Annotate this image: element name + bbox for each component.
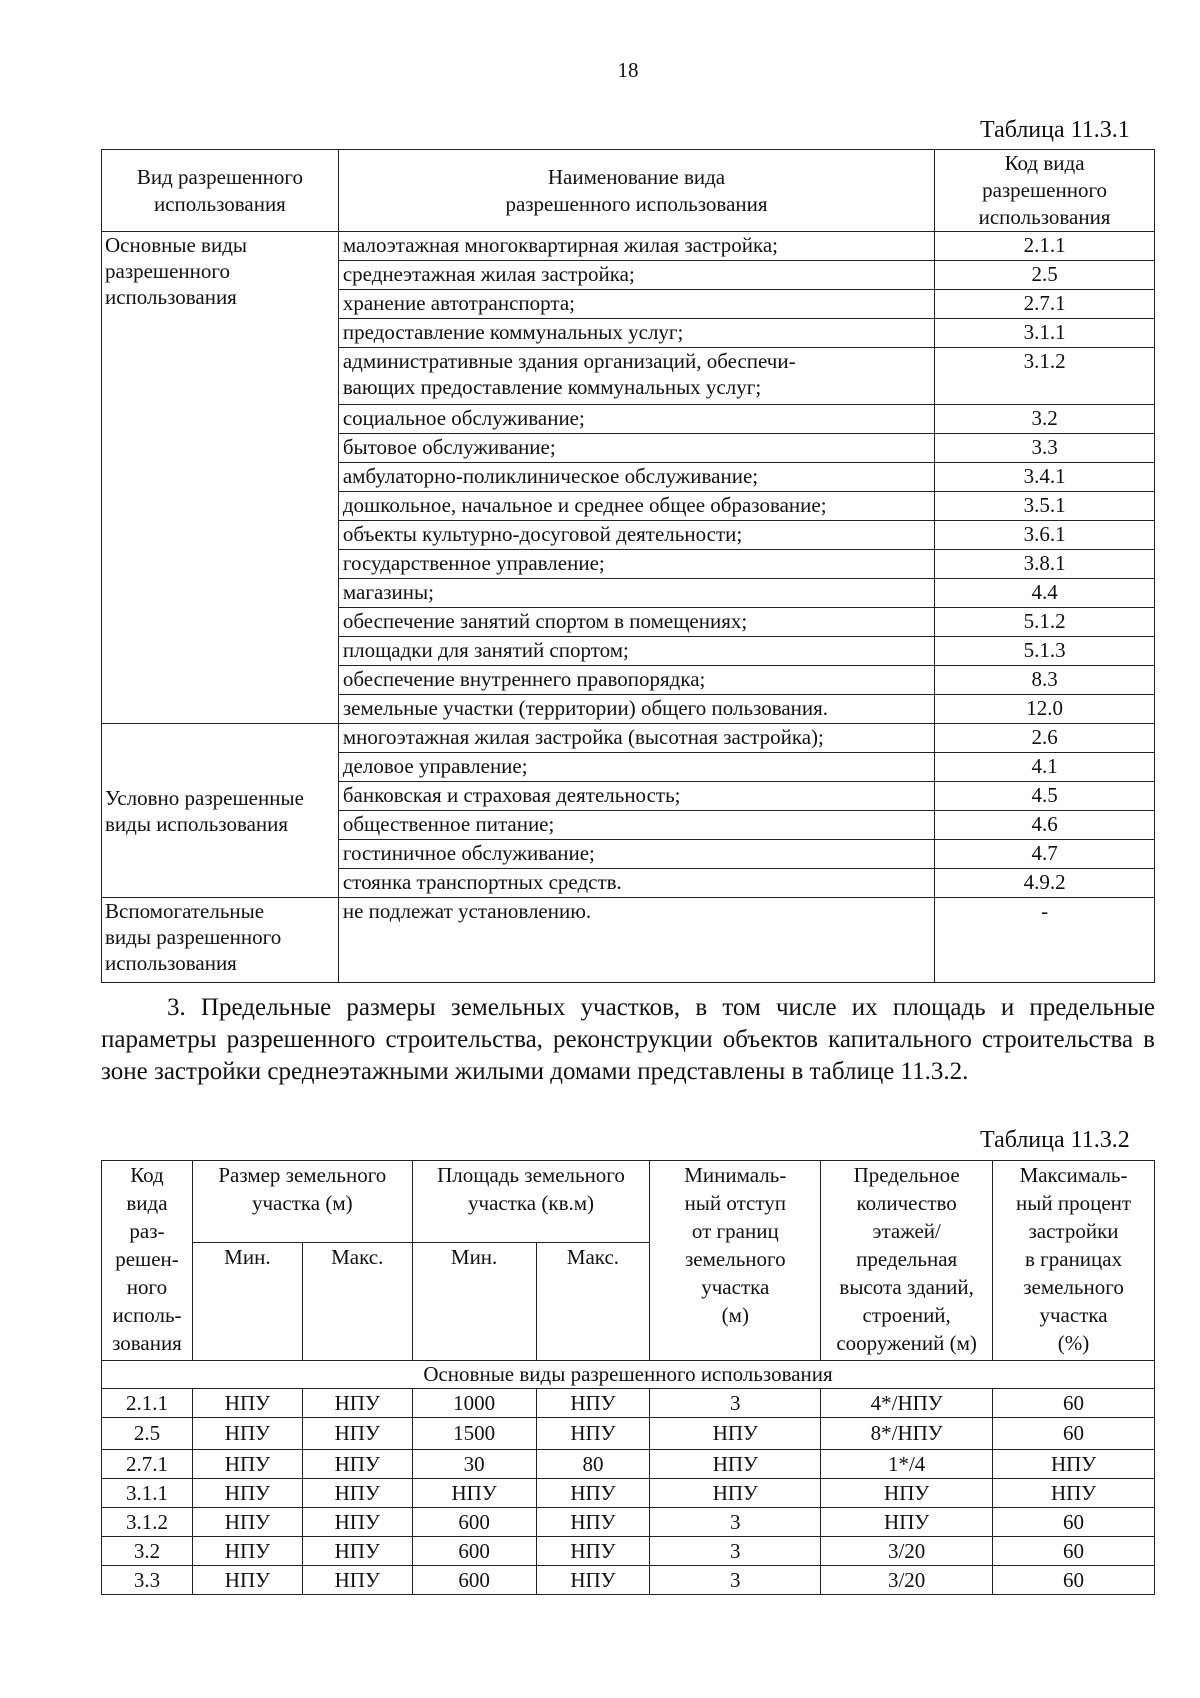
cell: НПУ [302, 1389, 412, 1418]
cell: НПУ [650, 1479, 821, 1508]
cell: НПУ [650, 1418, 821, 1450]
cell: НПУ [192, 1537, 302, 1566]
use-name: площадки для занятий спортом; [338, 637, 934, 666]
use-name: банковская и страховая деятельность; [338, 782, 934, 811]
cell: 3.1.2 [102, 1508, 193, 1537]
use-name: земельные участки (территории) общего пользования. [338, 695, 934, 724]
cell: НПУ [192, 1418, 302, 1450]
use-name: среднеэтажная жилая застройка; [338, 261, 934, 290]
plot-parameters-table [101, 1160, 1155, 1595]
header-size-min: Мин. [192, 1243, 302, 1361]
table-row [102, 1537, 1155, 1566]
use-code: 5.1.3 [935, 637, 1155, 666]
table-row [102, 232, 1155, 261]
table-row [102, 898, 1155, 983]
cell: 3 [650, 1537, 821, 1566]
cell: 600 [412, 1537, 536, 1566]
use-name: социальное обслуживание; [338, 405, 934, 434]
use-code: 2.5 [935, 261, 1155, 290]
cell: НПУ [821, 1479, 993, 1508]
cell: НПУ [192, 1508, 302, 1537]
cell: НПУ [302, 1479, 412, 1508]
use-code: 12.0 [935, 695, 1155, 724]
use-name: объекты культурно-досуговой деятельности; [338, 521, 934, 550]
cell: 60 [993, 1418, 1155, 1450]
group-conditional-uses: Условно разрешенные виды использования [102, 724, 339, 898]
use-name: государственное управление; [338, 550, 934, 579]
use-name: малоэтажная многоквартирная жилая застройка; [338, 232, 934, 261]
cell: НПУ [536, 1566, 650, 1595]
use-name: обеспечение занятий спортом в помещениях; [338, 608, 934, 637]
use-code: 3.6.1 [935, 521, 1155, 550]
use-code: 3.1.1 [935, 319, 1155, 348]
cell: НПУ [302, 1508, 412, 1537]
body-paragraph: 3. Предельные размеры земельных участков, в том числе их площадь и предельные параметры разрешенного строительства, реконструкции объектов капитального строительства в зоне застройки среднеэтажными жилыми домами представлены в таблице 11.3.2. [101, 994, 1155, 1085]
header-area-min: Мин. [412, 1243, 536, 1361]
table-row [102, 724, 1155, 753]
header-use-code: Код вида разрешенного использования [935, 150, 1155, 232]
cell: 3/20 [821, 1537, 993, 1566]
use-name: амбулаторно-поликлиническое обслуживание; [338, 463, 934, 492]
cell: 3.3 [102, 1566, 193, 1595]
cell: 4*/НПУ [821, 1389, 993, 1418]
cell: 1500 [412, 1418, 536, 1450]
cell: 60 [993, 1537, 1155, 1566]
use-code: 4.4 [935, 579, 1155, 608]
header-floors: Предельное количество этажей/ предельная высота зданий, строений, сооружений (м) [821, 1161, 993, 1361]
cell: НПУ [302, 1566, 412, 1595]
use-name: не подлежат установлению. [338, 898, 934, 983]
cell: НПУ [192, 1566, 302, 1595]
use-name: магазины; [338, 579, 934, 608]
cell: 3.2 [102, 1537, 193, 1566]
table-row [102, 1566, 1155, 1595]
use-code: 8.3 [935, 666, 1155, 695]
table-row [102, 1450, 1155, 1479]
table-row [102, 1479, 1155, 1508]
cell: 60 [993, 1389, 1155, 1418]
use-name: стоянка транспортных средств. [338, 869, 934, 898]
use-name: деловое управление; [338, 753, 934, 782]
use-name: дошкольное, начальное и среднее общее образование; [338, 492, 934, 521]
use-name: административные здания организаций, обеспечи- вающих предоставление коммунальных услуг; [338, 348, 934, 405]
cell: НПУ [302, 1418, 412, 1450]
cell: 3 [650, 1508, 821, 1537]
cell: 1000 [412, 1389, 536, 1418]
header-use-type: Вид разрешенного использования [102, 150, 339, 232]
use-code: 4.7 [935, 840, 1155, 869]
use-name: многоэтажная жилая застройка (высотная застройка); [338, 724, 934, 753]
table-caption: Таблица 11.3.1 [980, 117, 1130, 143]
use-name: бытовое обслуживание; [338, 434, 934, 463]
table-header-row [102, 1161, 1155, 1243]
cell: НПУ [536, 1508, 650, 1537]
use-name: гостиничное обслуживание; [338, 840, 934, 869]
cell: 3/20 [821, 1566, 993, 1595]
cell: 3.1.1 [102, 1479, 193, 1508]
cell: 30 [412, 1450, 536, 1479]
section-title: Основные виды разрешенного использования [102, 1361, 1155, 1389]
permitted-use-table [101, 149, 1155, 983]
group-auxiliary-uses: Вспомогательные виды разрешенного использования [102, 898, 339, 983]
header-coverage: Максималь- ный процент застройки в границах земельного участка (%) [993, 1161, 1155, 1361]
table-header-row [102, 150, 1155, 232]
use-code: 4.5 [935, 782, 1155, 811]
cell: 1*/4 [821, 1450, 993, 1479]
header-plot-area: Площадь земельного участка (кв.м) [412, 1161, 650, 1243]
header-size-max: Макс. [302, 1243, 412, 1361]
cell: НПУ [536, 1479, 650, 1508]
cell: 600 [412, 1566, 536, 1595]
table-row [102, 1418, 1155, 1450]
cell: НПУ [536, 1389, 650, 1418]
header-area-max: Макс. [536, 1243, 650, 1361]
cell: НПУ [302, 1450, 412, 1479]
cell: НПУ [192, 1450, 302, 1479]
cell: 600 [412, 1508, 536, 1537]
header-use-name: Наименование вида разрешенного использования [338, 150, 934, 232]
cell: НПУ [536, 1418, 650, 1450]
table-row [102, 1389, 1155, 1418]
use-name: общественное питание; [338, 811, 934, 840]
use-code: - [935, 898, 1155, 983]
use-code: 3.8.1 [935, 550, 1155, 579]
cell: 2.5 [102, 1418, 193, 1450]
cell: 3 [650, 1566, 821, 1595]
use-code: 2.6 [935, 724, 1155, 753]
cell: НПУ [192, 1479, 302, 1508]
use-code: 3.4.1 [935, 463, 1155, 492]
use-code: 3.1.2 [935, 348, 1155, 405]
cell: НПУ [412, 1479, 536, 1508]
cell: НПУ [993, 1479, 1155, 1508]
use-name: хранение автотранспорта; [338, 290, 934, 319]
cell: НПУ [650, 1450, 821, 1479]
use-code: 3.5.1 [935, 492, 1155, 521]
use-code: 5.1.2 [935, 608, 1155, 637]
cell: НПУ [993, 1450, 1155, 1479]
section-row [102, 1361, 1155, 1389]
header-setback: Минималь- ный отступ от границ земельного участка (м) [650, 1161, 821, 1361]
page-number: 18 [617, 58, 639, 82]
cell: НПУ [536, 1537, 650, 1566]
cell: 60 [993, 1508, 1155, 1537]
group-main-uses: Основные виды разрешенного использования [102, 232, 339, 724]
use-code: 2.1.1 [935, 232, 1155, 261]
use-code: 3.3 [935, 434, 1155, 463]
use-code: 4.9.2 [935, 869, 1155, 898]
header-plot-size: Размер земельного участка (м) [192, 1161, 412, 1243]
cell: 80 [536, 1450, 650, 1479]
use-code: 2.7.1 [935, 290, 1155, 319]
use-code: 3.2 [935, 405, 1155, 434]
use-code: 4.6 [935, 811, 1155, 840]
header-code: Код вида раз- решен- ного исполь- зования [102, 1161, 193, 1361]
table-caption: Таблица 11.3.2 [980, 1127, 1130, 1153]
use-name: обеспечение внутреннего правопорядка; [338, 666, 934, 695]
cell: 2.1.1 [102, 1389, 193, 1418]
cell: 2.7.1 [102, 1450, 193, 1479]
cell: НПУ [192, 1389, 302, 1418]
cell: 3 [650, 1389, 821, 1418]
use-name: предоставление коммунальных услуг; [338, 319, 934, 348]
cell: 8*/НПУ [821, 1418, 993, 1450]
cell: 60 [993, 1566, 1155, 1595]
table-row [102, 1508, 1155, 1537]
cell: НПУ [821, 1508, 993, 1537]
cell: НПУ [302, 1537, 412, 1566]
use-code: 4.1 [935, 753, 1155, 782]
